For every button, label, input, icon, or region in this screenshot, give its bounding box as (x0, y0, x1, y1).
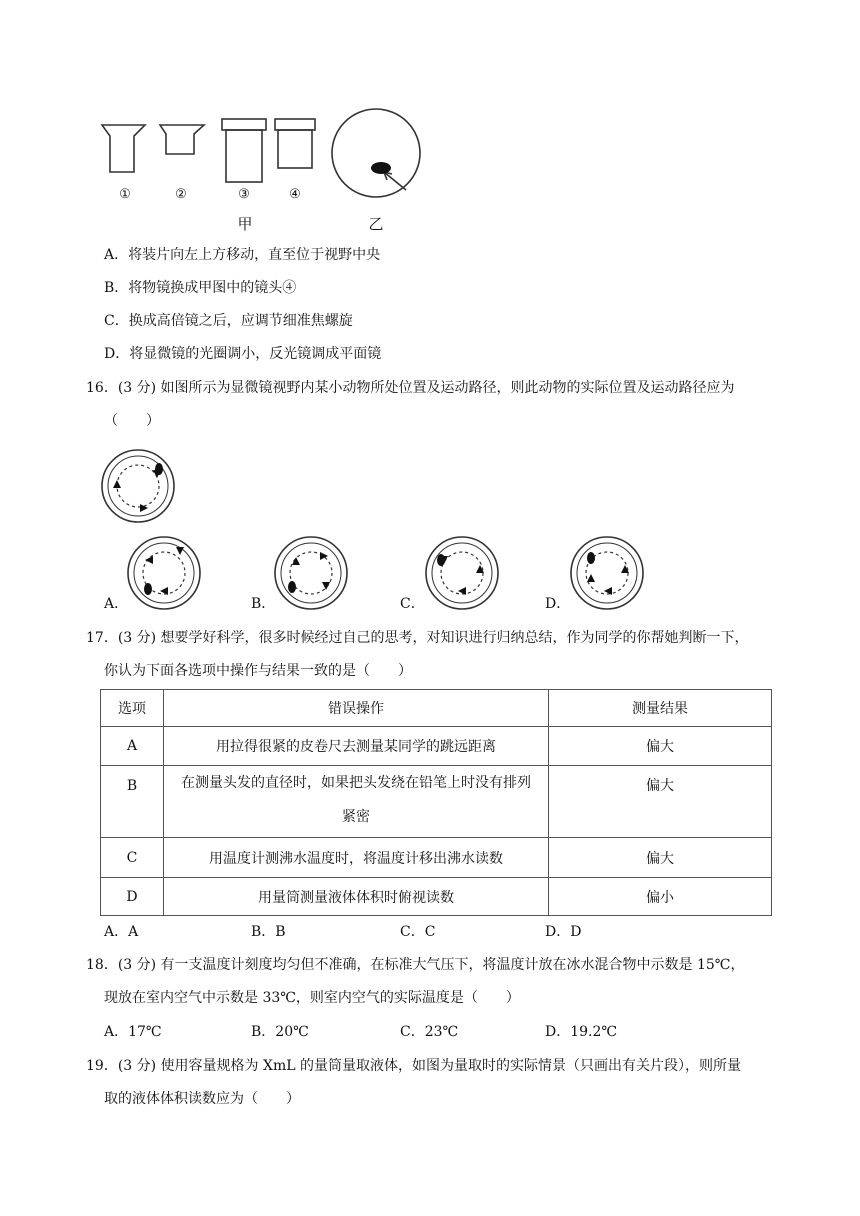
q17-table (100, 689, 772, 916)
table-row (101, 838, 772, 878)
q19-stem-line1: 19．(3 分) 使用容量规格为 XmL 的量筒量取液体，如图为量取时的实际情景（只画出有关片段），则所量 (86, 1058, 741, 1074)
table-header: 选项 (101, 690, 164, 727)
q18-option-b: B．20℃ (251, 1024, 309, 1040)
q18-stem-line2: 现放在室内空气中示数是 33℃，则室内空气的实际温度是（ ） (104, 990, 520, 1006)
lens-label-3: ③ (238, 187, 250, 202)
q17-option-c: C．C (400, 924, 436, 940)
q16-option-a: A． (104, 596, 129, 612)
table-cell: A (101, 727, 164, 766)
table-cell: 用拉得很紧的皮卷尺去测量某同学的跳远距离 (164, 727, 549, 766)
q17-stem-line1: 17．(3 分) 想要学好科学，很多时候经过自己的思考，对知识进行归纳总结，作为同学的你帮她判断一下， (86, 630, 749, 646)
q15-option-c: C．换成高倍镜之后，应调节细准焦螺旋 (104, 313, 353, 329)
q15-option-d: D．将显微镜的光圈调小，反光镜调成平面镜 (104, 346, 382, 362)
table-cell: D (101, 878, 164, 916)
table-header-row (101, 690, 772, 727)
table-row (101, 766, 772, 838)
table-cell: C (101, 838, 164, 878)
table-cell-line: 紧密 (342, 809, 370, 825)
caption-jia: 甲 (237, 215, 253, 233)
q19-stem-line2: 取的液体体积读数应为（ ） (104, 1091, 300, 1107)
q16-stem-line2: （ ） (104, 413, 160, 429)
q17-option-b: B．B (251, 924, 286, 940)
table-cell-line: 在测量头发的直径时，如果把头发绕在铅笔上时没有排列 (181, 775, 531, 791)
table-header: 测量结果 (549, 690, 772, 727)
q15-option-a: A．将装片向左上方移动，直至位于视野中央 (104, 247, 381, 263)
lens-label-4: ④ (289, 187, 301, 202)
table-cell: 用温度计测沸水温度时，将温度计移出沸水读数 (164, 838, 549, 878)
lens-label-2: ② (175, 187, 187, 202)
q16-option-d: D． (545, 596, 571, 612)
q17-option-a: A．A (104, 924, 139, 940)
table-cell: 用量筒测量液体体积时俯视读数 (164, 878, 549, 916)
q16-option-b: B． (251, 596, 276, 612)
q15-option-b: B．将物镜换成甲图中的镜头④ (104, 280, 297, 296)
table-cell (164, 766, 549, 838)
q18-option-c: C．23℃ (400, 1024, 459, 1040)
q16-option-c: C． (400, 596, 425, 612)
lens-label-1: ① (119, 187, 131, 202)
q18-option-a: A．17℃ (104, 1024, 162, 1040)
table-header: 错误操作 (164, 690, 549, 727)
table-row (101, 727, 772, 766)
table-cell: 偏大 (549, 727, 772, 766)
table-cell: 偏大 (549, 766, 772, 838)
caption-yi: 乙 (368, 215, 384, 233)
q17-option-d: D．D (545, 924, 582, 940)
table-row (101, 878, 772, 916)
q16-stem-line1: 16．(3 分) 如图所示为显微镜视野内某小动物所处位置及运动路径，则此动物的实际位置及运动路径应为 (86, 380, 735, 396)
q18-option-d: D．19.2℃ (545, 1024, 618, 1040)
q18-stem-line1: 18．(3 分) 有一支温度计刻度均匀但不准确，在标准大气压下，将温度计放在冰水混合物中示数是 15℃， (86, 957, 745, 973)
table-cell: 偏小 (549, 878, 772, 916)
q17-stem-line2: 你认为下面各选项中操作与结果一致的是（ ） (104, 663, 412, 679)
table-cell: 偏大 (549, 838, 772, 878)
table-cell: B (101, 766, 164, 838)
